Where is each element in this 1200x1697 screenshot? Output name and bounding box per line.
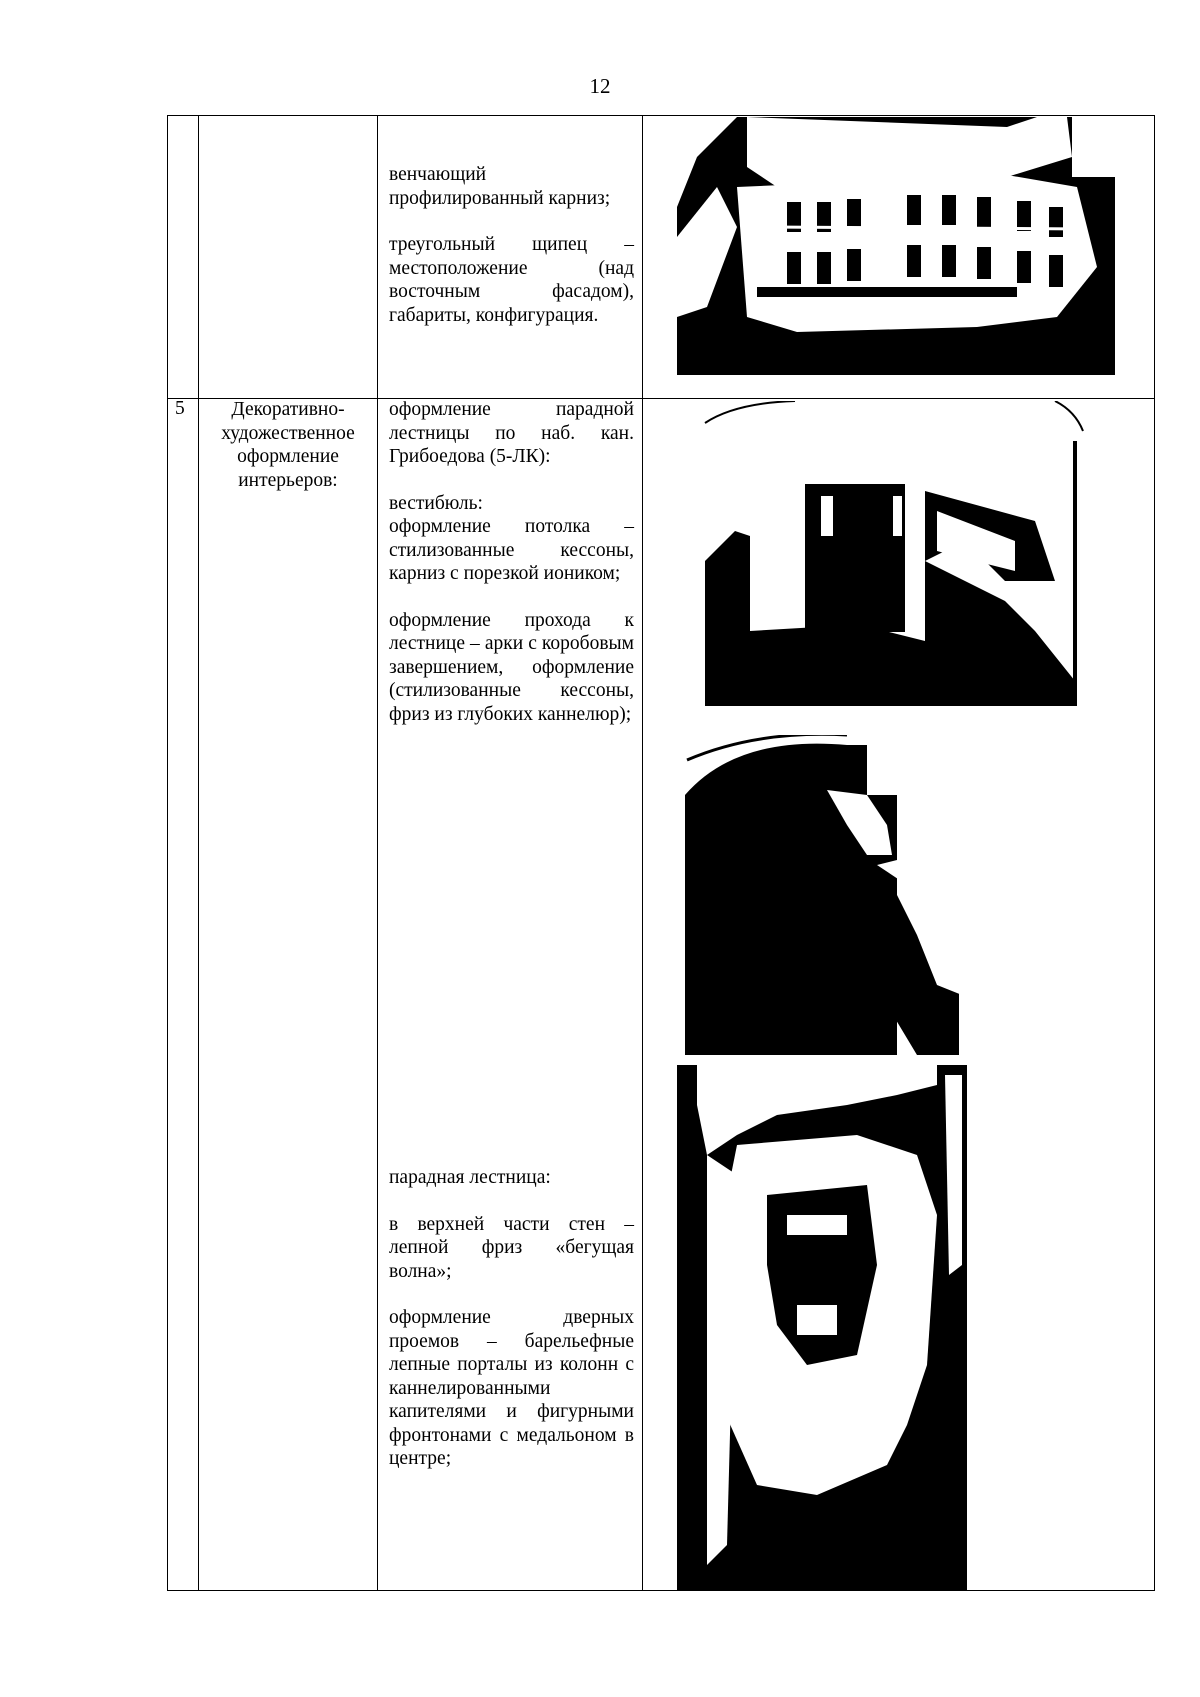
table-bottom-border bbox=[167, 1590, 1155, 1591]
row-prev-description bbox=[389, 163, 634, 327]
column-divider bbox=[642, 115, 643, 1591]
page-number: 12 bbox=[589, 74, 611, 98]
row-number: 5 bbox=[175, 398, 185, 419]
description-paragraph: в верхней части стен – лепной фриз «бегущая волна»; bbox=[389, 1213, 634, 1282]
description-paragraph: оформление прохода к лестнице – арки с коробовым завершением, оформление (стилизованные кессоны, фриз из глубоких каннелюр); bbox=[389, 609, 634, 725]
arch-passage-photo bbox=[677, 735, 967, 1055]
description-paragraph: парадная лестница: bbox=[389, 1167, 551, 1188]
row-category: Декоративно-художественное оформление интерьеров: bbox=[221, 399, 355, 491]
description-paragraph: оформление потолка – стилизованные кессоны, карниз с порезкой иоником; bbox=[389, 516, 634, 584]
table-right-border bbox=[1154, 115, 1155, 1591]
column-divider bbox=[377, 115, 378, 1591]
description-paragraph: треугольный щипец – местоположение (над восточным фасадом), габариты, конфигурация. bbox=[389, 234, 634, 326]
description-paragraph: оформление парадной лестницы по наб. кан. Грибоедова (5-ЛК): bbox=[389, 399, 634, 467]
staircase-portal-photo bbox=[677, 1065, 967, 1590]
row-description-a bbox=[389, 398, 634, 749]
column-divider bbox=[198, 115, 199, 1591]
vestibule-ceiling-photo bbox=[675, 401, 1115, 706]
row-description-b bbox=[389, 1166, 634, 1494]
table-left-border bbox=[167, 115, 168, 1591]
courtyard-facade-photo bbox=[677, 117, 1115, 375]
heritage-table bbox=[167, 115, 1155, 1591]
table-top-border bbox=[167, 115, 1155, 116]
description-paragraph: оформление дверных проемов – барельефные лепные порталы из колонн с каннелированными капителями и фигурными фронтонами с медальоном в центре; bbox=[389, 1307, 634, 1469]
description-paragraph: венчающий профилированный карниз; bbox=[389, 164, 611, 209]
description-paragraph: вестибюль: bbox=[389, 492, 483, 514]
